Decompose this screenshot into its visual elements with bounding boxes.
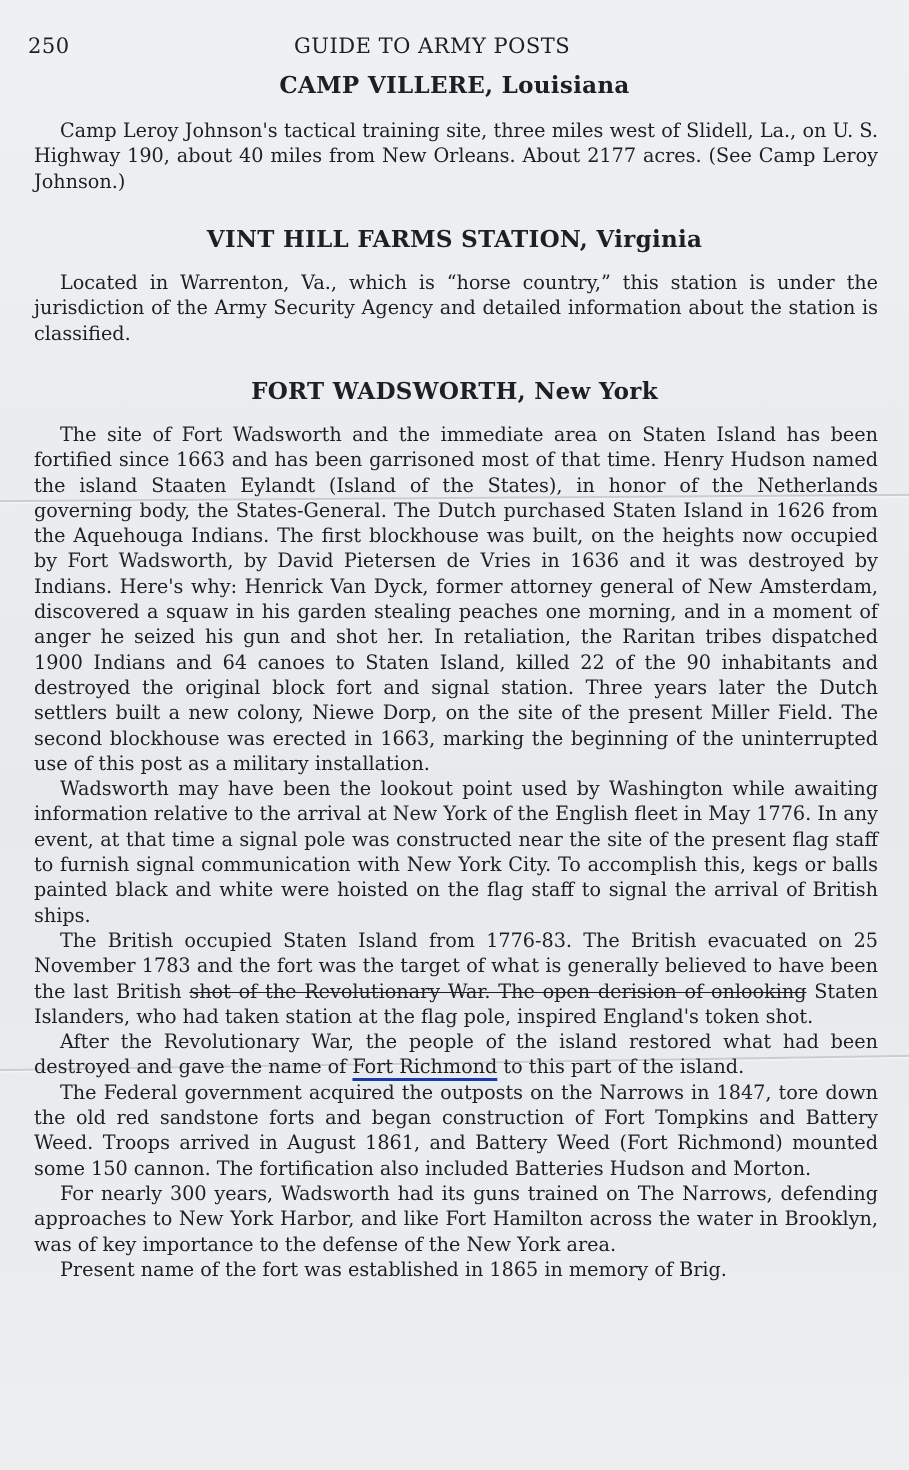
struck-text: shot of the Revolutionary War. The open derision of onlooking (189, 979, 807, 1003)
section-body-vint-hill (34, 270, 878, 346)
paragraph: Camp Leroy Johnson's tactical training site, three miles west of Slidell, La., on U. S. Highway 190, about 40 miles from New Orleans. About 2177 acres. (See Camp Leroy Johnson.) (34, 119, 878, 193)
text-run: to this part of the island. (497, 1055, 745, 1079)
section-body-camp-villere (34, 118, 878, 194)
section-body-fort-wadsworth (34, 422, 878, 1282)
paragraph (34, 928, 878, 1029)
section-title-camp-villere: CAMP VILLERE, Louisiana (279, 72, 630, 99)
page-number: 250 (28, 34, 70, 58)
text-run: After the Revolutionary War, the people of the island restored what had been destroyed and gave the name of (34, 1030, 878, 1079)
text-run: Staten Islanders, who had taken station at the flag pole, inspired England's token shot. (34, 979, 878, 1028)
paragraph: The site of Fort Wadsworth and the immediate area on Staten Island has been fortified since 1663 and has been garrisoned most of that time. Henry Hudson named the island Staaten Eylandt (Island of the States), in honor of the Netherlands governing body, the States-General. The Dutch purchased Staten Island in 1626 from the Aquehouga Indians. The first blockhouse was built, on the heights now occupied by Fort Wadsworth, by David Pietersen de Vries in 1636 and it was destroyed by Indians. Here's why: Henrick Van Dyck, former attorney general of New Amsterdam, discovered a squaw in his garden stealing peaches one morning, and in a moment of anger he seized his gun and shot her. In retaliation, the Raritan tribes dispatched 1900 Indians and 64 canoes to Staten Island, killed 22 of the 90 inhabitants and destroyed the original block fort and signal station. Three years later the Dutch settlers built a new colony, Niewe Dorp, on the site of the present Miller Field. The second blockhouse was erected in 1663, marking the beginning of the uninterrupted use of this post as a military installation. (34, 423, 878, 775)
section-title-fort-wadsworth: FORT WADSWORTH, New York (251, 378, 658, 405)
paragraph: The Federal government acquired the outposts on the Narrows in 1847, tore down the old red sandstone forts and began construction of Fort Tompkins and Battery Weed. Troops arrived in August 1861, and Battery Weed (Fort Richmond) mounted some 150 cannon. The fortification also included Batteries Hudson and Morton. (34, 1080, 878, 1180)
section-title-vint-hill: VINT HILL FARMS STATION, Virginia (206, 226, 703, 253)
paragraph (34, 1029, 878, 1080)
guide-title: GUIDE TO ARMY POSTS (294, 34, 571, 58)
paragraph: Wadsworth may have been the lookout point used by Washington while awaiting information relative to the arrival at New York of the English fleet in May 1776. In any event, at that time a signal pole was constructed near the site of the present flag staff to furnish signal communication with New York City. To accomplish this, kegs or balls painted black and white were hoisted on the flag staff to signal the arrival of British ships. (34, 777, 878, 927)
paragraph: Located in Warrenton, Va., which is “horse country,” this station is under the jurisdiction of the Army Security Agency and detailed information about the station is classified. (34, 271, 878, 345)
paragraph: Present name of the fort was established in 1865 in memory of Brig. (60, 1257, 727, 1281)
paragraph: For nearly 300 years, Wadsworth had its guns trained on The Narrows, defending approaches to New York Harbor, and like Fort Hamilton across the water in Brooklyn, was of key importance to the defense of the New York area. (34, 1181, 878, 1256)
text-run: The British occupied Staten Island from 1776-83. The British evacuated on 25 November 1783 and the fort was the target of what is generally believed to have been the last British (34, 928, 878, 1003)
pen-underlined-text: Fort Richmond (352, 1055, 498, 1079)
